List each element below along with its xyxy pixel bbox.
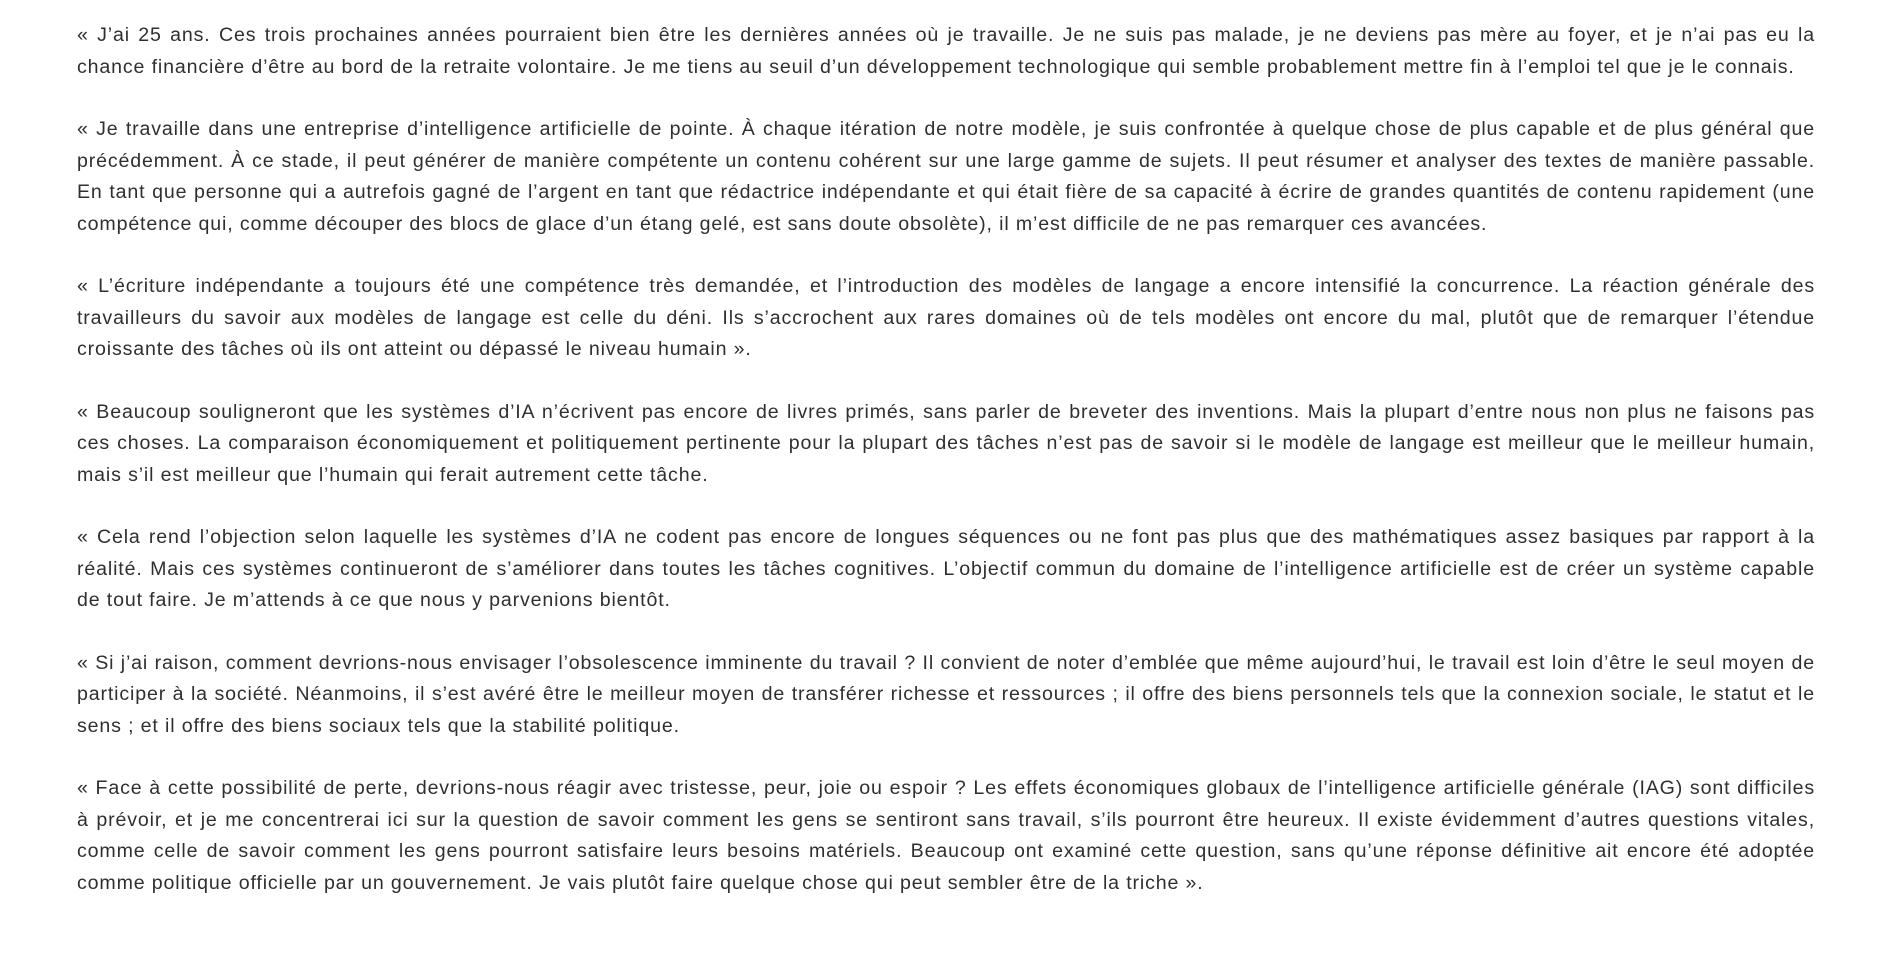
paragraph-6: « Si j’ai raison, comment devrions-nous envisager l’obsolescence imminente du travail ? Il convient de noter d’emblée que même aujourd’hui, le travail est loin d’être le seul moyen de participer à la société. Néanmoins, il s’est avéré être le meilleur moyen de transférer richesse et ressources ; il offre des biens personnels tels que la connexion sociale, le statut et le sens ; et il offre des biens sociaux tels que la stabilité politique.	[77, 651, 1815, 737]
paragraph-1: « J’ai 25 ans. Ces trois prochaines années pourraient bien être les dernières années où je travaille. Je ne suis pas malade, je ne deviens pas mère au foyer, et je n’ai pas eu la chance financière d’être au bord de la retraite volontaire. Je me tiens au seuil d’un développement technologique qui semble probablement mettre fin à l’emploi tel que je le connais.	[77, 24, 1815, 78]
paragraph-3: « L’écriture indépendante a toujours été une compétence très demandée, et l’introduction des modèles de langage a encore intensifié la concurrence. La réaction générale des travailleurs du savoir aux modèles de langage est celle du déni. Ils s’accrochent aux rares domaines où de tels modèles ont encore du mal, plutôt que de remarquer l’étendue croissante des tâches où ils ont atteint ou dépassé le niveau humain ».	[77, 275, 1815, 360]
article-body	[77, 20, 1815, 899]
paragraph-7: « Face à cette possibilité de perte, devrions-nous réagir avec tristesse, peur, joie ou espoir ? Les effets économiques globaux de l’intelligence artificielle générale (IAG) sont difficiles à prévoir, et je me concentrerai ici sur la question de savoir comment les gens se sentiront sans travail, s’ils pourront être heureux. Il existe évidemment d’autres questions vitales, comme celle de savoir comment les gens pourront satisfaire leurs besoins matériels. Beaucoup ont examiné cette question, sans qu’une réponse définitive ait encore été adoptée comme politique officielle par un gouvernement. Je vais plutôt faire quelque chose qui peut sembler être de la triche ».	[77, 777, 1815, 894]
paragraph-5: « Cela rend l’objection selon laquelle les systèmes d’IA ne codent pas encore de longues séquences ou ne font pas plus que des mathématiques assez basiques par rapport à la réalité. Mais ces systèmes continueront de s’améliorer dans toutes les tâches cognitives. L’objectif commun du domaine de l’intelligence artificielle est de créer un système capable de tout faire. Je m’attends à ce que nous y parvenions bientôt.	[77, 526, 1815, 611]
paragraph-4: « Beaucoup souligneront que les systèmes d’IA n’écrivent pas encore de livres primés, sans parler de breveter des inventions. Mais la plupart d’entre nous non plus ne faisons pas ces choses. La comparaison économiquement et politiquement pertinente pour la plupart des tâches n’est pas de savoir si le modèle de langage est meilleur que le meilleur humain, mais s’il est meilleur que l’humain qui ferait autrement cette tâche.	[77, 400, 1815, 486]
paragraph-2: « Je travaille dans une entreprise d’intelligence artificielle de pointe. À chaque itération de notre modèle, je suis confrontée à quelque chose de plus capable et de plus général que précédemment. À ce stade, il peut générer de manière compétente un contenu cohérent sur une large gamme de sujets. Il peut résumer et analyser des textes de manière passable. En tant que personne qui a autrefois gagné de l’argent en tant que rédactrice indépendante et qui était fière de sa capacité à écrire de grandes quantités de contenu rapidement (une compétence qui, comme découper des blocs de glace d’un étang gelé, est sans doute obsolète), il m’est difficile de ne pas remarquer ces avancées.	[77, 118, 1815, 235]
